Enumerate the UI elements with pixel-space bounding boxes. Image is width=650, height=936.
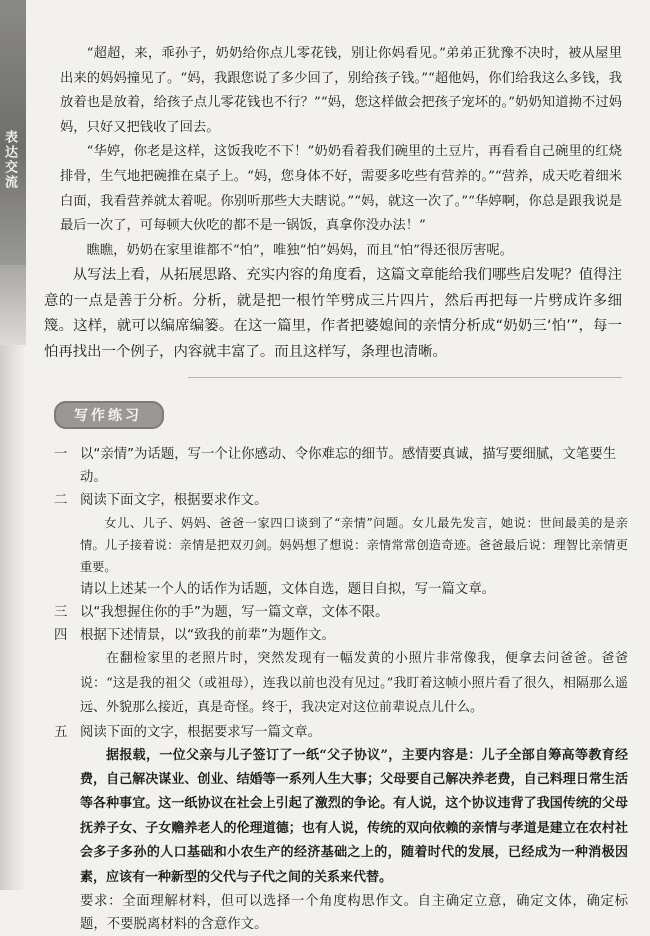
sidebar-label: 表达交流 [2, 130, 17, 190]
commentary [44, 263, 622, 365]
exercise-list [54, 443, 628, 936]
story-excerpt [60, 42, 622, 263]
exercise-number: 四 [54, 628, 68, 644]
page-content [44, 42, 628, 936]
exercise-material: 女儿、儿子、妈妈、爸爸一家四口谈到了“亲情”问题。女儿最先发言，她说：世间最美的是亲情。儿子接着说：亲情是把双刃剑。妈妈想了想说：亲情常常创造奇迹。爸爸最后说：理智比亲情更重要。 [80, 516, 628, 575]
sidebar-band [0, 0, 26, 265]
exercise-number: 五 [54, 724, 68, 740]
exercise-item-2 [54, 489, 628, 512]
exercise-task: 请以上述某一个人的话作为话题，文体自选，题目自拟，写一篇文章。 [80, 582, 496, 598]
exercise-number: 二 [54, 493, 68, 509]
exercise-task: 要求：全面理解材料，但可以选择一个角度构思作文。自主确定立意，确定文体，确定标题，不要脱离材料的含意作文。 [80, 894, 628, 932]
banner-rule [188, 377, 622, 378]
story-paragraph-3: 瞧瞧，奶奶在家里谁都不“怕”，唯独“怕”妈妈，而且“怕”得还很厉害呢。 [86, 242, 513, 258]
exercise-material: 据报载，一位父亲与儿子签订了一纸“父子协议”，主要内容是：儿子全部自筹高等教育经费，自己解决谋业、创业、结婚等一系列人生大事；父母要自己解决养老费，自己料理日常生活等各种事宜。这一纸协议在社会上引起了激烈的争论。有人说，这个协议违背了我国传统的父母抚养子女、子女赡养老人的伦理道德；也有人说，传统的双向依赖的亲情与孝道是建立在农村社会多子多孙的人口基础和小农生产的经济基础之上的，随着时代的发展，已经成为一种消极因素，应该有一种新型的父代与子代之间的关系来代替。 [80, 747, 628, 885]
exercise-prompt: 阅读下面的文字，根据要求写一篇文章。 [80, 724, 322, 740]
exercise-prompt: 以“亲情”为话题，写一个让你感动、令你难忘的细节。感情要真诚，描写要细腻，文笔要生动。 [80, 447, 617, 486]
exercise-prompt: 根据下述情景，以“致我的前辈”为题作文。 [80, 628, 335, 644]
exercise-item-1 [54, 443, 628, 489]
story-paragraph-1: “超超，来，乖孙子，奶奶给你点儿零花钱，别让你妈看见。”弟弟正犹豫不决时，被从屋里出来的妈妈撞见了。“妈，我跟您说了多少回了，别给孩子钱。”“超他妈，你们给我这么多钱，我放着也是放着，给孩子点儿零花钱也不行？”“妈，您这样做会把孩子宠坏的。”奶奶知道拗不过妈妈，只好又把钱收了回去。 [60, 46, 622, 135]
sidebar-fade [0, 265, 26, 345]
exercise-item-3 [54, 601, 628, 624]
exercise-number: 一 [54, 447, 68, 463]
story-paragraph-2: “华婷，你老是这样，这饭我吃不下！”奶奶看着我们碗里的土豆片，再看看自己碗里的红烧排骨，生气地把碗推在桌子上。“妈，您身体不好，需要多吃些有营养的。”“营养，成天吃着细米白面，我看营养就太着呢。你别听那些大夫瞎说。”“妈，就这一次了。”“华婷啊，你总是跟我说是最后一次了，可每顿大伙吃的都不是一锅饭，真拿你没办法！” [60, 144, 622, 234]
exercise-material: 在翻检家里的老照片时，突然发现有一幅发黄的小照片非常像我，便拿去问爸爸。爸爸说：“这是我的祖父（或祖母），连我以前也没有见过。”我盯着这帧小照片看了很久，相隔那么遥远、外貌那么接近，真是奇怪。终于，我决定对这位前辈说点儿什么。 [80, 651, 628, 716]
exercise-number: 三 [54, 605, 68, 621]
exercise-prompt: 以“我想握住你的手”为题，写一篇文章，文体不限。 [80, 605, 389, 621]
commentary-paragraph: 从写法上看，从拓展思路、充实内容的角度看，这篇文章能给我们哪些启发呢？值得注意的一点是善于分析。分析，就是把一根竹竿劈成三片四片，然后再把每一片劈成许多细篾。这样，就可以编席编篓。在这一篇里，作者把婆媳间的亲情分析成“奶奶三‘怕’”，每一怕再找出一个例子，内容就丰富了。而且这样写，条理也清晰。 [44, 267, 622, 360]
exercise-item-4 [54, 624, 628, 647]
exercise-prompt: 阅读下面文字，根据要求作文。 [80, 493, 268, 509]
exercise-item-5 [54, 721, 628, 744]
section-banner: 写作练习 [54, 401, 164, 429]
